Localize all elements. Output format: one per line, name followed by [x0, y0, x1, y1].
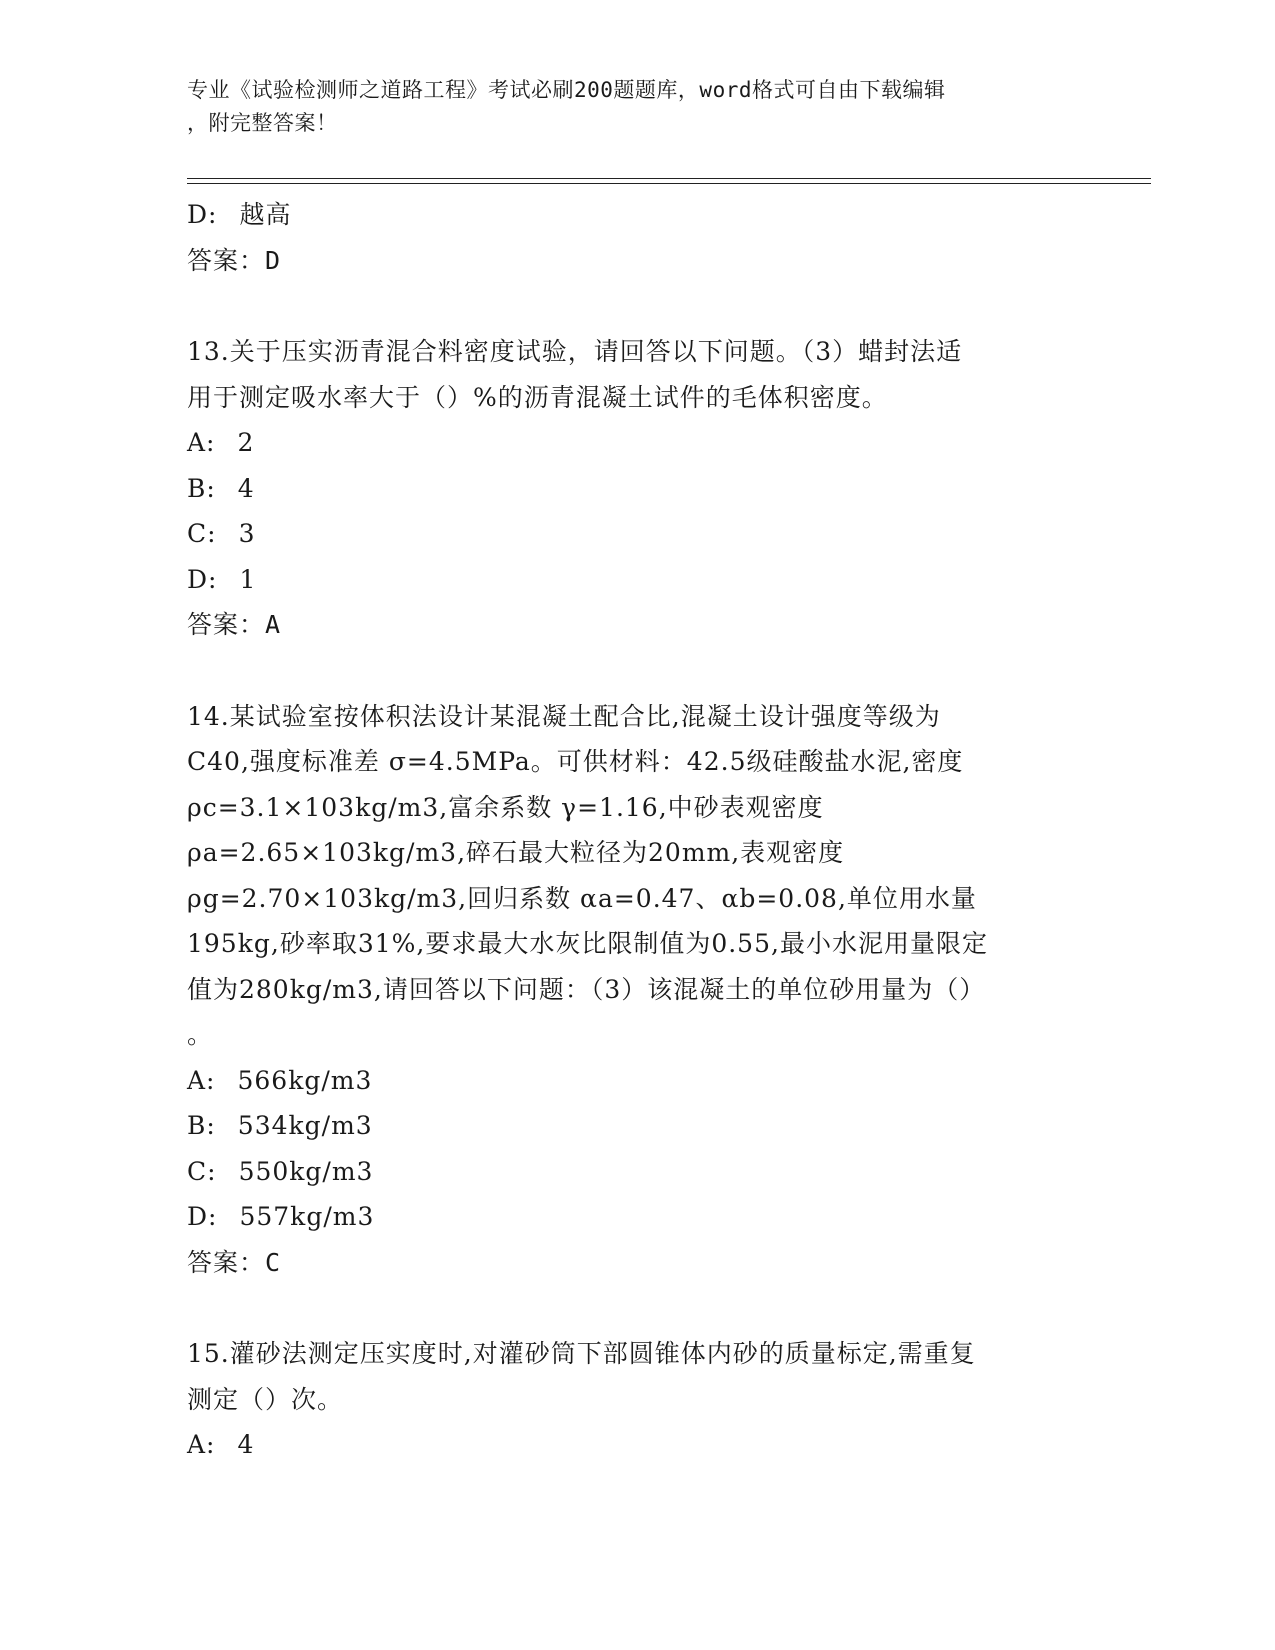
- answer-value: D: [265, 245, 282, 275]
- question-text-line: ρg=2.70×103kg/m3,回归系数 αa=0.47、αb=0.08,单位用水量: [187, 883, 977, 913]
- option-item: [187, 466, 1087, 512]
- option-key: C:: [187, 1156, 217, 1186]
- question-text-line: ρc=3.1×103kg/m3,富余系数 γ=1.16,中砂表观密度: [187, 792, 824, 822]
- answer-line: [187, 1240, 1087, 1286]
- option-item: [187, 1058, 1087, 1104]
- option-text: 557kg/m3: [239, 1202, 375, 1231]
- answer-label: 答案：: [187, 245, 266, 275]
- option-text: 566kg/m3: [237, 1065, 373, 1095]
- answer-label: 答案：: [187, 1247, 266, 1277]
- option-item: [187, 192, 1087, 238]
- question-14: [187, 694, 1087, 1286]
- option-item: [187, 1103, 1087, 1149]
- option-item: [187, 557, 1087, 603]
- option-key: A:: [187, 1065, 216, 1095]
- option-item: [187, 511, 1087, 557]
- question-text-line: 195kg,砂率取31%,要求最大水灰比限制值为0.55,最小水泥用量限定: [187, 929, 988, 958]
- header-title-line-2: ，附完整答案！: [187, 111, 338, 135]
- option-text: 4: [237, 473, 255, 503]
- option-key: D:: [187, 564, 218, 594]
- question-text-line: 15.灌砂法测定压实度时,对灌砂筒下部圆锥体内砂的质量标定,需重复: [187, 1339, 976, 1368]
- option-item: [187, 1149, 1087, 1195]
- option-key: D:: [187, 200, 218, 229]
- question-text-line: 14.某试验室按体积法设计某混凝土配合比,混凝土设计强度等级为: [187, 701, 941, 731]
- header-rule-bottom: [187, 183, 1151, 184]
- option-item: [187, 1194, 1087, 1240]
- answer-value: C: [265, 1247, 282, 1277]
- option-text: 越高: [239, 200, 292, 229]
- question-15: [187, 1331, 1087, 1468]
- answer-line: [187, 238, 1087, 284]
- option-key: B:: [187, 1111, 216, 1140]
- option-text: 4: [237, 1430, 255, 1459]
- option-text: 534kg/m3: [237, 1111, 373, 1140]
- question-text-line: 。: [187, 1020, 214, 1049]
- header-rule-top: [187, 178, 1151, 179]
- option-key: B:: [187, 473, 216, 503]
- answer-value: A: [265, 610, 282, 639]
- question-text-line: ρa=2.65×103kg/m3,碎石最大粒径为20mm,表观密度: [187, 838, 845, 867]
- option-text: 2: [237, 428, 255, 457]
- question-text-line: 13.关于压实沥青混合料密度试验，请回答以下问题。（3）蜡封法适: [187, 337, 963, 366]
- option-key: D:: [187, 1202, 218, 1231]
- question-text-line: 用于测定吸水率大于（）%的沥青混凝土试件的毛体积密度。: [187, 382, 888, 412]
- option-text: 1: [239, 564, 257, 594]
- option-text: 3: [238, 519, 256, 548]
- question-text-line: C40,强度标准差 σ=4.5MPa。可供材料：42.5级硅酸盐水泥,密度: [187, 747, 964, 776]
- question-text-line: 测定（）次。: [187, 1384, 344, 1414]
- answer-line: [187, 602, 1087, 648]
- option-key: A:: [187, 428, 216, 457]
- option-item: [187, 1422, 1087, 1468]
- document-header: [187, 74, 1087, 140]
- answer-label: 答案：: [187, 610, 266, 639]
- question-text-line: 值为280kg/m3,请回答以下问题：（3）该混凝土的单位砂用量为（）: [187, 974, 986, 1004]
- option-key: C:: [187, 519, 217, 548]
- question-13: [187, 329, 1087, 648]
- option-item: [187, 420, 1087, 466]
- option-key: A:: [187, 1430, 216, 1459]
- option-text: 550kg/m3: [238, 1156, 374, 1186]
- header-title-line-1: 专业《试验检测师之道路工程》考试必刷200题题库，word格式可自由下载编辑: [187, 78, 946, 102]
- question-content: [187, 192, 1087, 1468]
